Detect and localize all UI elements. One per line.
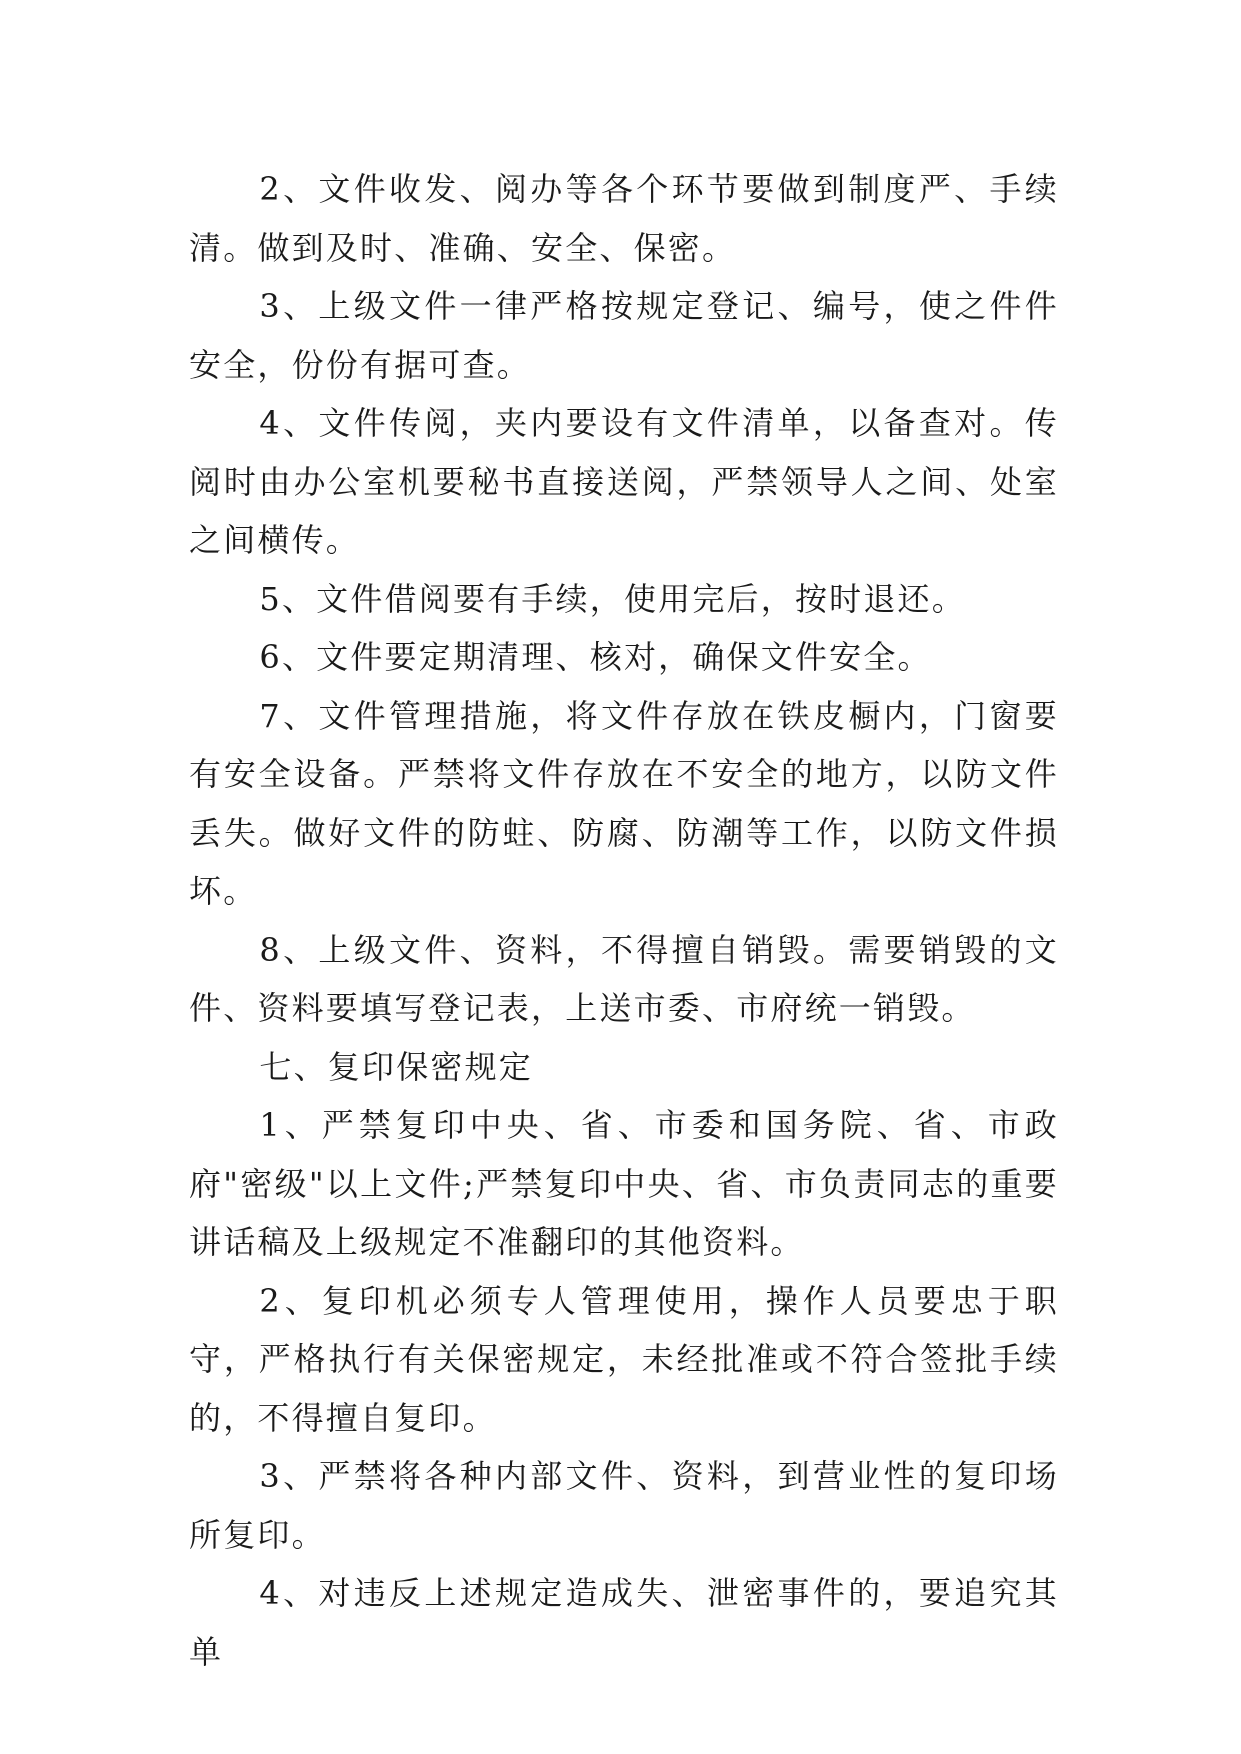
paragraph-destruction: 8、上级文件、资料，不得擅自销毁。需要销毁的文件、资料要填写登记表，上送市委、市府统一销毁。 [189, 930, 1059, 1027]
paragraph-violations: 4、对违反上述规定造成失、泄密事件的，要追究其单 [189, 1574, 1059, 1671]
paragraph-storage: 7、文件管理措施，将文件存放在铁皮橱内，门窗要有安全设备。严禁将文件存放在不安全的地方，以防文件丢失。做好文件的防蛀、防腐、防潮等工作，以防文件损坏。 [189, 696, 1059, 910]
paragraph-borrowing: 5、文件借阅要有手续，使用完后，按时退还。 [259, 579, 966, 618]
paragraph-registration: 3、上级文件一律严格按规定登记、编号，使之件件安全，份份有据可查。 [189, 287, 1059, 384]
paragraph-copy-prohibition: 1、严禁复印中央、省、市委和国务院、省、市政府"密级"以上文件;严禁复印中央、省、市负责同志的重要讲话稿及上级规定不准翻印的其他资料。 [189, 1106, 1059, 1261]
paragraph-copier-management: 2、复印机必须专人管理使用，操作人员要忠于职守，严格执行有关保密规定，未经批准或不符合签批手续的，不得擅自复印。 [189, 1281, 1059, 1437]
document-body [189, 160, 1059, 1681]
paragraph-file-handling: 2、文件收发、阅办等各个环节要做到制度严、手续清。做到及时、准确、安全、保密。 [189, 170, 1059, 267]
paragraph-cleanup: 6、文件要定期清理、核对，确保文件安全。 [259, 638, 932, 676]
section-heading-copy-security: 七、复印保密规定 [259, 1047, 533, 1086]
paragraph-circulation: 4、文件传阅，夹内要设有文件清单，以备查对。传阅时由办公室机要秘书直接送阅，严禁领导人之间、处室之间横传。 [189, 404, 1059, 559]
paragraph-commercial-copy: 3、严禁将各种内部文件、资料，到营业性的复印场所复印。 [189, 1457, 1059, 1554]
